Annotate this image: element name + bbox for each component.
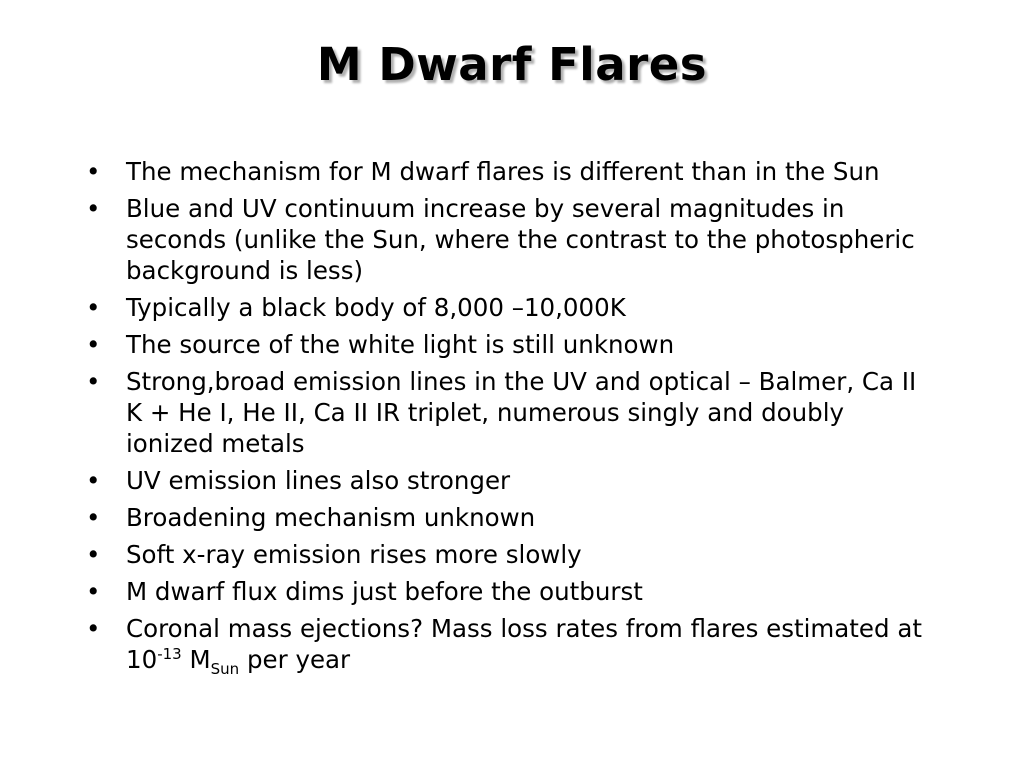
list-item: [86, 539, 936, 570]
bullet-icon: •: [86, 367, 101, 396]
list-item: [86, 576, 936, 607]
mass-symbol: M: [181, 645, 211, 674]
bullet-icon: •: [86, 540, 101, 569]
list-item: [86, 502, 936, 533]
bullet-text: M dwarf flux dims just before the outburst: [126, 577, 643, 606]
list-item: [86, 193, 936, 286]
bullet-text: [126, 614, 922, 678]
bullet-icon: •: [86, 466, 101, 495]
bullet-icon: •: [86, 293, 101, 322]
list-item: [86, 465, 936, 496]
list-item: [86, 366, 936, 459]
bullet-text: UV emission lines also stronger: [126, 466, 511, 495]
bullet-text: Strong,broad emission lines in the UV and optical – Balmer, Ca II K + He I, He II, Ca II IR triplet, numerous singly and doubly ionized metals: [126, 367, 917, 458]
bullet-text: Broadening mechanism unknown: [126, 503, 536, 532]
exponent: -13: [157, 644, 182, 663]
bullet-text: The source of the white light is still unknown: [126, 330, 675, 359]
slide-title: M Dwarf Flares: [316, 38, 708, 91]
list-item: [86, 292, 936, 323]
bullet-text: Blue and UV continuum increase by several magnitudes in seconds (unlike the Sun, where the contrast to the photospheric background is less): [126, 194, 915, 285]
list-item: [86, 156, 936, 187]
bullet-list: [86, 156, 936, 681]
bullet-icon: •: [86, 577, 101, 606]
list-item: [86, 613, 936, 678]
bullet-icon: •: [86, 503, 101, 532]
list-item: [86, 329, 936, 360]
bullet-text-end: per year: [239, 645, 351, 674]
bullet-text: Typically a black body of 8,000 –10,000K: [126, 293, 626, 322]
bullet-text: Soft x-ray emission rises more slowly: [126, 540, 582, 569]
bullet-text: The mechanism for M dwarf flares is different than in the Sun: [126, 157, 880, 186]
bullet-icon: •: [86, 330, 101, 359]
bullet-icon: •: [86, 194, 101, 223]
bullet-icon: •: [86, 157, 101, 186]
bullet-icon: •: [86, 614, 101, 643]
mass-subscript: Sun: [210, 659, 240, 678]
bullet-text-start: Coronal mass ejections? Mass loss rates from flares estimated at 10: [126, 614, 922, 674]
